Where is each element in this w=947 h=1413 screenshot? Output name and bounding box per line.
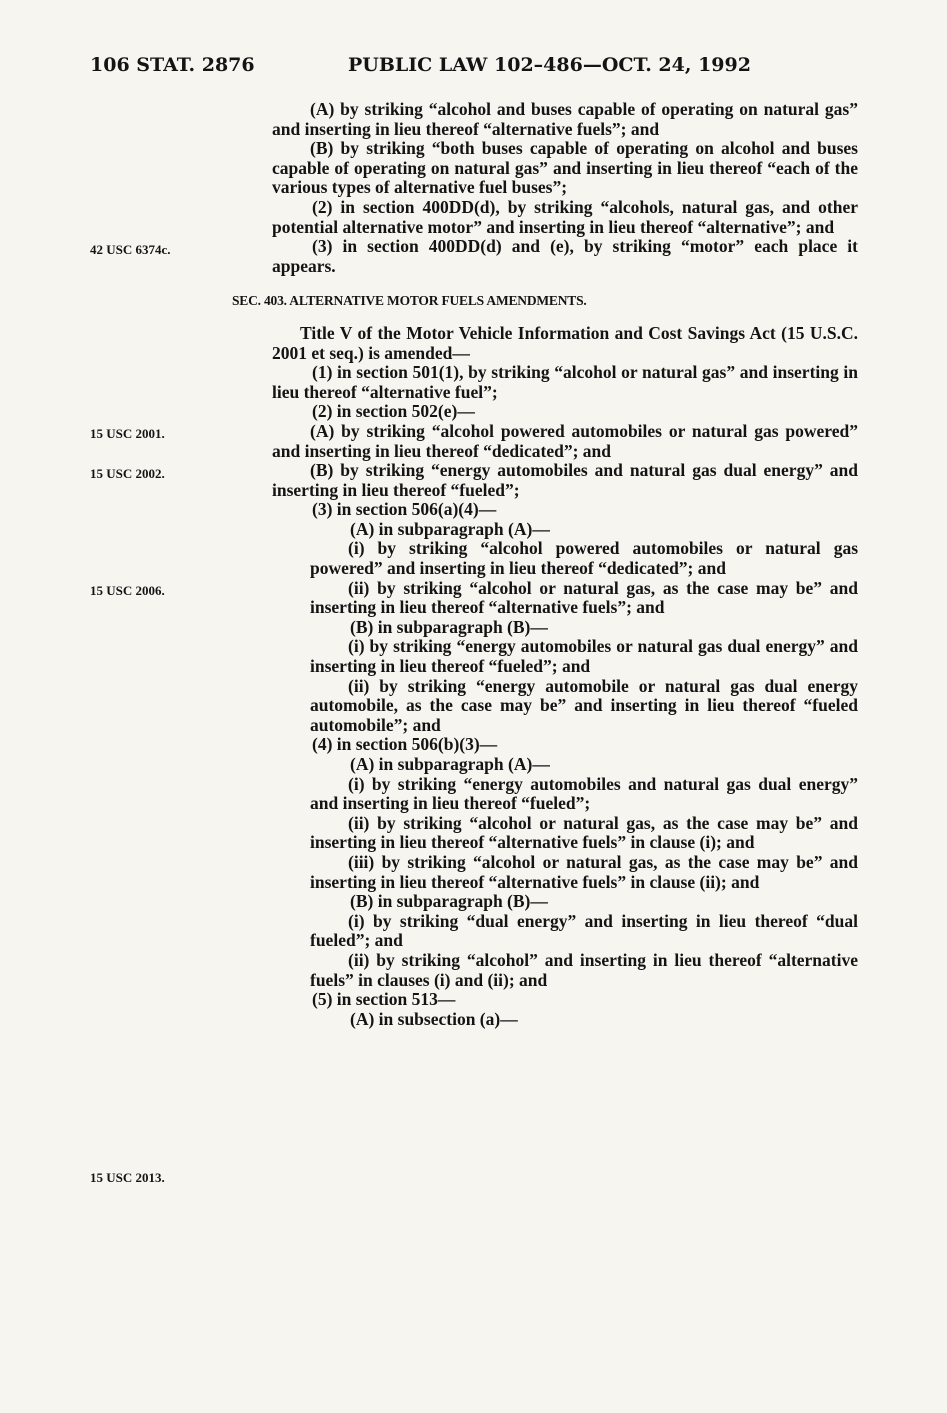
margin-note: 15 USC 2002. <box>90 466 165 481</box>
paragraph: (i) by striking “alcohol powered automobiles or natural gas powered” and inserting in lieu thereof “dedicated”; and <box>310 538 858 579</box>
margin-note: 42 USC 6374c. <box>90 242 171 257</box>
paragraph: (A) in subparagraph (A)— <box>350 754 550 774</box>
margin-note: 15 USC 2001. <box>90 426 165 441</box>
paragraph: (B) by striking “both buses capable of operating on alcohol and buses capable of operating on natural gas” and inserting in lieu thereof “each of the various types of alternative fuel buses”; <box>272 138 858 198</box>
paragraph: (3) in section 400DD(d) and (e), by striking “motor” each place it appears. <box>272 236 858 276</box>
paragraph: (2) in section 502(e)— <box>312 401 475 422</box>
paragraph: (ii) by striking “alcohol or natural gas, as the case may be” and inserting in lieu thereof “alternative fuels”; and <box>310 577 858 618</box>
body-text <box>232 99 858 1029</box>
paragraph: (A) by striking “alcohol and buses capable of operating on natural gas” and inserting in lieu thereof “alternative fuels”; and <box>272 99 858 139</box>
paragraph: (A) in subsection (a)— <box>350 1008 518 1029</box>
paragraph: (1) in section 501(1), by striking “alcohol or natural gas” and inserting in lieu thereof “alternative fuel”; <box>272 362 858 402</box>
paragraph: (2) in section 400DD(d), by striking “alcohols, natural gas, and other potential alternative motor” and inserting in lieu thereof “alternative”; and <box>272 196 858 237</box>
public-law-title: PUBLIC LAW 102–486—OCT. 24, 1992 <box>348 54 751 76</box>
paragraph: (i) by striking “energy automobiles or natural gas dual energy” and inserting in lieu thereof “fueled”; and <box>310 636 858 677</box>
paragraph: (A) in subparagraph (A)— <box>350 518 550 539</box>
margin-note: 15 USC 2006. <box>90 583 165 598</box>
paragraph: (B) by striking “energy automobiles and natural gas dual energy” and inserting in lieu thereof “fueled”; <box>272 460 858 500</box>
statute-page-reference: 106 STAT. 2876 <box>90 54 255 76</box>
margin-note: 15 USC 2013. <box>90 1170 165 1185</box>
paragraph: (4) in section 506(b)(3)— <box>312 734 498 755</box>
paragraph: (5) in section 513— <box>312 989 456 1010</box>
page-header <box>90 54 870 84</box>
paragraph: (i) by striking “energy automobiles and natural gas dual energy” and inserting in lieu thereof “fueled”; <box>310 773 858 814</box>
paragraph: (i) by striking “dual energy” and inserting in lieu thereof “dual fueled”; and <box>310 910 858 951</box>
paragraph: (B) in subparagraph (B)— <box>350 891 548 912</box>
paragraph: (B) in subparagraph (B)— <box>350 616 548 637</box>
paragraph: Title V of the Motor Vehicle Information and Cost Savings Act (15 U.S.C. 2001 et seq.) is amended— <box>272 322 858 363</box>
section-heading: SEC. 403. ALTERNATIVE MOTOR FUELS AMENDMENTS. <box>232 293 587 309</box>
paragraph: (ii) by striking “energy automobile or natural gas dual energy automobile, as the case may be” and inserting in lieu thereof “fueled automobile”; and <box>310 675 858 735</box>
paragraph: (iii) by striking “alcohol or natural gas, as the case may be” and inserting in lieu thereof “alternative fuels” in clause (ii); and <box>310 851 858 892</box>
paragraph: (A) by striking “alcohol powered automobiles or natural gas powered” and inserting in lieu thereof “dedicated”; and <box>272 420 858 461</box>
paragraph: (3) in section 506(a)(4)— <box>312 499 497 520</box>
paragraph: (ii) by striking “alcohol or natural gas, as the case may be” and inserting in lieu thereof “alternative fuels” in clause (i); and <box>310 812 858 853</box>
paragraph: (ii) by striking “alcohol” and inserting in lieu thereof “alternative fuels” in clauses (i) and (ii); and <box>310 949 858 990</box>
